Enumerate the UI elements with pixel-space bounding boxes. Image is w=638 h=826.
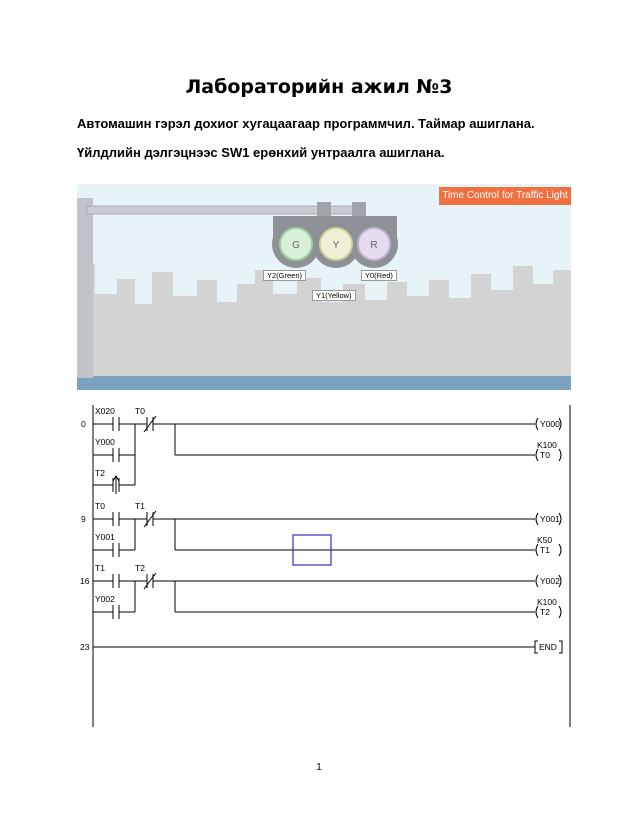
simulation-title: Time Control for Traffic Light xyxy=(439,187,571,205)
yellow-lamp-letter: Y xyxy=(332,240,340,251)
contact-label: X020 xyxy=(95,406,115,416)
step-number: 9 xyxy=(81,514,86,524)
coil-label: Y001 xyxy=(540,514,560,524)
contact-label: T1 xyxy=(135,501,145,511)
coil-label: T0 xyxy=(540,450,550,460)
red-label: Y0(Red) xyxy=(361,270,397,281)
coil-constant: K100 xyxy=(537,597,557,607)
yellow-label: Y1(Yellow) xyxy=(312,290,356,301)
contact-label: T2 xyxy=(135,563,145,573)
contact-label: T2 xyxy=(95,468,105,478)
step-number: 0 xyxy=(81,419,86,429)
coil-label: Y002 xyxy=(540,576,560,586)
coil-label: T1 xyxy=(540,545,550,555)
ladder-diagram xyxy=(77,405,577,727)
green-label: Y2(Green) xyxy=(263,270,306,281)
contact-label: T0 xyxy=(135,406,145,416)
coil-label: Y000 xyxy=(540,419,560,429)
contact-label: T0 xyxy=(95,501,105,511)
coil-constant: K50 xyxy=(537,535,553,545)
green-lamp-letter: G xyxy=(292,240,300,251)
contact-label: Y002 xyxy=(95,594,115,604)
end-instruction: END xyxy=(539,642,557,652)
contact-label: Y001 xyxy=(95,532,115,542)
instruction-line-2: Үйлдлийн дэлгэцнээс SW1 ерөнхий унтраалга ашиглана. xyxy=(77,145,445,160)
simulation-scene xyxy=(77,184,571,390)
signal-pole xyxy=(77,198,93,378)
step-number: 23 xyxy=(80,642,90,652)
traffic-light-simulation xyxy=(77,184,571,390)
red-lamp-letter: R xyxy=(370,240,378,251)
document-title: Лабораторийн ажил №3 xyxy=(185,76,453,98)
coil-label: T2 xyxy=(540,607,550,617)
page-number: 1 xyxy=(316,762,322,773)
contact-label: Y000 xyxy=(95,437,115,447)
step-number: 16 xyxy=(80,576,90,586)
coil-constant: K100 xyxy=(537,440,557,450)
water-strip xyxy=(77,376,571,390)
instruction-line-1: Автомашин гэрэл дохиог хугацаагаар программчил. Таймар ашиглана. xyxy=(77,116,535,131)
contact-label: T1 xyxy=(95,563,105,573)
